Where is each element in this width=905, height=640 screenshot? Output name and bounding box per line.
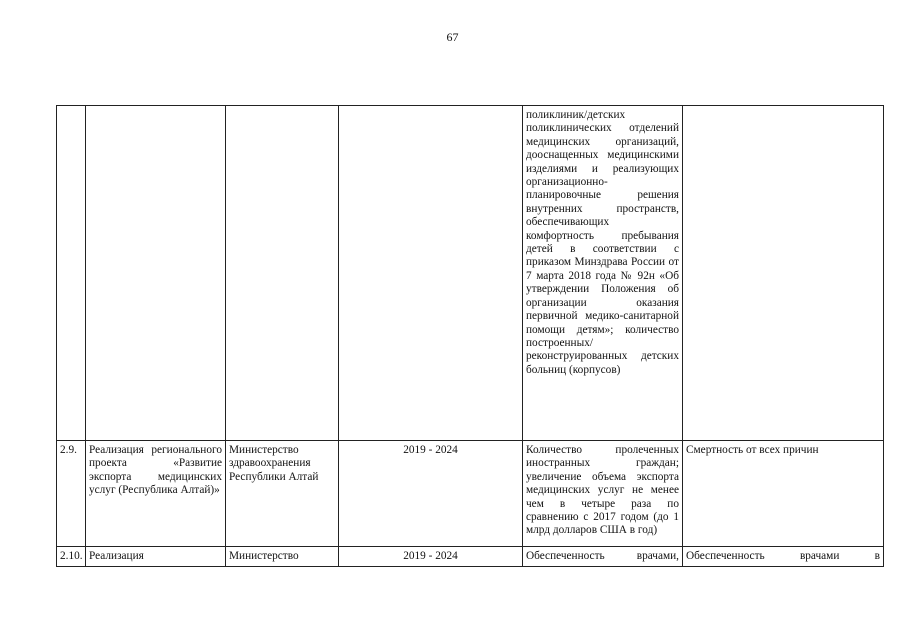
period-cell: 2019 - 2024	[339, 547, 523, 567]
indicator-cell	[683, 106, 884, 441]
measure-name-cell: Реализация регионального проекта «Развитие экспорта медицинских услуг (Республика Алтай)»	[86, 441, 226, 547]
table-row	[57, 106, 884, 441]
executor-cell: Министерство	[226, 547, 339, 567]
period-cell: 2019 - 2024	[339, 441, 523, 547]
executor-cell: Министерство здравоохранения Республики Алтай	[226, 441, 339, 547]
row-number-cell	[57, 106, 86, 441]
indicator-cell: Смертность от всех причин	[683, 441, 884, 547]
row-number-cell: 2.10.	[57, 547, 86, 567]
table-row	[57, 547, 884, 567]
result-cell: Количество пролеченных иностранных граждан; увеличение объема экспорта медицинских услуг не менее чем в четыре раза по сравнению с 2017 годом (до 1 млрд долларов США в год)	[523, 441, 683, 547]
indicator-cell: Обеспеченность врачами в	[683, 547, 884, 567]
row-number-cell: 2.9.	[57, 441, 86, 547]
page-number: 67	[446, 30, 459, 44]
measure-name-cell	[86, 106, 226, 441]
table-row	[57, 441, 884, 547]
period-cell	[339, 106, 523, 441]
result-cell: поликлиник/детских поликлинических отделений медицинских организаций, дооснащенных медицинскими изделиями и реализующих организационно-планировочные решения внутренних пространств, обеспечивающих комфортность пребывания детей в соответствии с приказом Минздрава России от 7 марта 2018 года № 92н «Об утверждении Положения об организации оказания первичной медико-санитарной помощи детям»; количество построенных/реконструированных детских больниц (корпусов)	[523, 106, 683, 441]
measure-name-cell: Реализация	[86, 547, 226, 567]
result-cell: Обеспеченность врачами,	[523, 547, 683, 567]
executor-cell	[226, 106, 339, 441]
measures-table	[56, 105, 884, 567]
